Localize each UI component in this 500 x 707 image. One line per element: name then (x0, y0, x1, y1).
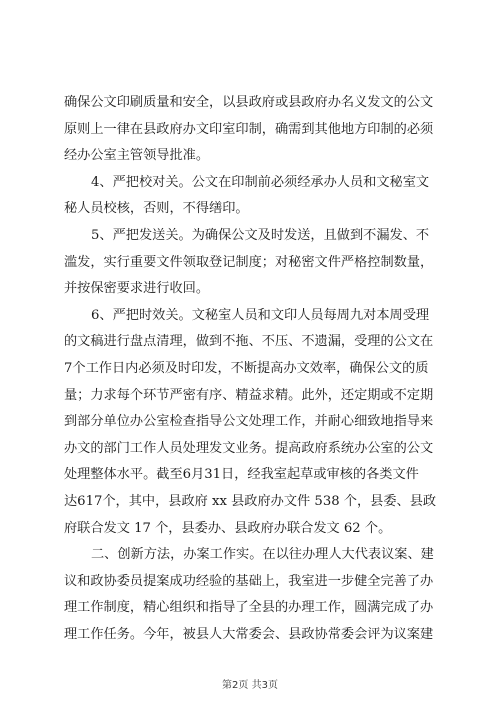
text-line: 二、创新方法，办案工作实。在以往办理人大代表议案、建 (91, 547, 434, 563)
text-line: 经办公室主管领导批准。 (64, 148, 210, 164)
text-line: 6、严把时效关。文秘室人员和文印人员每周九对本周受理 (91, 307, 430, 323)
paragraph-innovation (64, 542, 440, 648)
text-line: 到部分单位办公室检查指导公文处理工作，并耐心细致地指导来 (64, 414, 434, 430)
paragraph-proofreading (64, 170, 440, 223)
text-line: 并按保密要求进行收回。 (64, 281, 210, 297)
text-line: 达617个，其中，县政府 xx 县政府办文件 538 个，县委、县政 (64, 493, 437, 509)
text-line: 滥发，实行重要文件领取登记制度；对秘密文件严格控制数量， (64, 254, 434, 270)
page-number-footer: 第2页 共3页 (222, 680, 278, 691)
text-line: 处理整体水平。截至6月31日，经我室起草或审核的各类文件 (64, 467, 419, 483)
text-line: 办文的部门工作人员处理发文业务。提高政府系统办公室的公文 (64, 440, 434, 456)
text-line: 量；力求每个环节严密有序、精益求精。此外，还定期或不定期 (64, 387, 434, 403)
text-line: 理工作任务。今年，被县人大常委会、县政协常委会评为议案建 (64, 626, 434, 642)
text-line: 确保公文印刷质量和安全，以县政府或县政府办名义发文的公文 (64, 95, 434, 110)
text-line: 原则上一律在县政府办文印室印制，确需到其他地方印制的必须 (64, 121, 434, 137)
text-line: 4、严把校对关。公文在印制前必须经承办人员和文秘室文 (91, 174, 430, 190)
document-body (64, 90, 440, 648)
paragraph-timeliness (64, 303, 440, 542)
text-line: 秘人员校核，否则，不得缮印。 (64, 201, 249, 217)
text-line: 府联合发文 17 个，县委办、县政府办联合发文 62 个。 (64, 520, 392, 536)
text-line: 7个工作日内必须及时印发，不断提高办文效率，确保公文的质 (64, 360, 429, 376)
paragraph-dispatch (64, 223, 440, 303)
text-line: 议和政协委员提案成功经验的基础上，我室进一步健全完善了办 (64, 573, 434, 589)
paragraph-printing-approval (64, 90, 440, 170)
text-line: 理工作制度，精心组织和指导了全县的办理工作，圆满完成了办 (64, 600, 434, 616)
text-line: 5、严把发送关。为确保公文及时发送，且做到不漏发、不 (91, 227, 430, 243)
text-line: 的文稿进行盘点清理，做到不拖、不压、不遗漏，受理的公文在 (64, 334, 434, 350)
